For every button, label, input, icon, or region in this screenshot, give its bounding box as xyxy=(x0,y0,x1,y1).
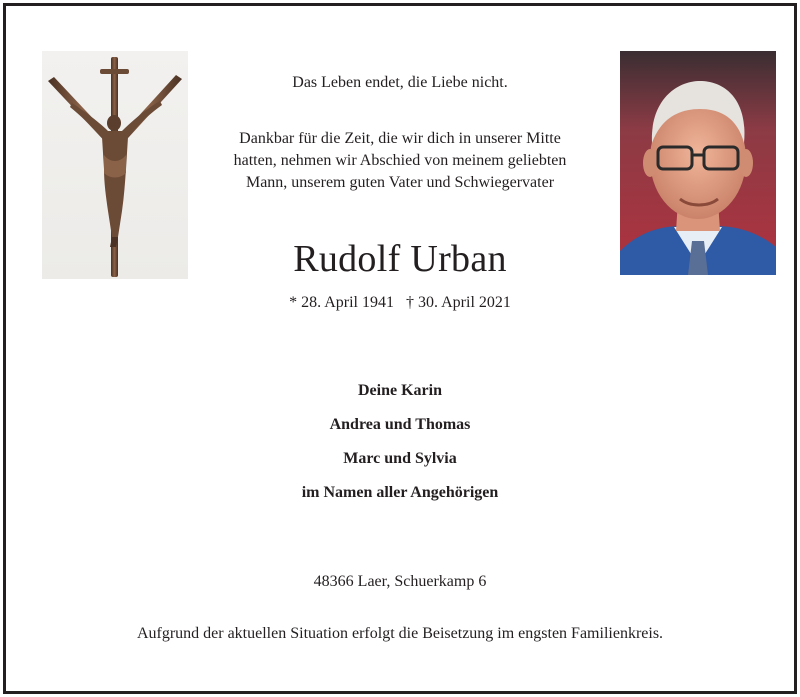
burial-notice: Aufgrund der aktuellen Situation erfolgt die Beisetzung im engsten Familienkreis. xyxy=(136,625,664,642)
mourner-line: Deine Karin xyxy=(358,382,442,399)
obituary-frame xyxy=(3,3,797,694)
intro-line: Mann, unserem guten Vater und Schwiegervater xyxy=(245,174,555,191)
mourner-line: Andrea und Thomas xyxy=(329,416,471,433)
address: 48366 Laer, Schuerkamp 6 xyxy=(313,573,487,590)
mourner-line: Marc und Sylvia xyxy=(343,450,457,467)
deceased-name: Rudolf Urban xyxy=(293,238,507,280)
intro-text xyxy=(6,128,794,194)
mourner-line: im Namen aller Angehörigen xyxy=(301,484,499,501)
life-dates: * 28. April 1941 † 30. April 2021 xyxy=(289,294,511,311)
intro-line: Dankbar für die Zeit, die wir dich in unserer Mitte xyxy=(239,130,561,147)
motto: Das Leben endet, die Liebe nicht. xyxy=(292,74,508,91)
intro-line: hatten, nehmen wir Abschied von meinem geliebten xyxy=(233,152,567,169)
